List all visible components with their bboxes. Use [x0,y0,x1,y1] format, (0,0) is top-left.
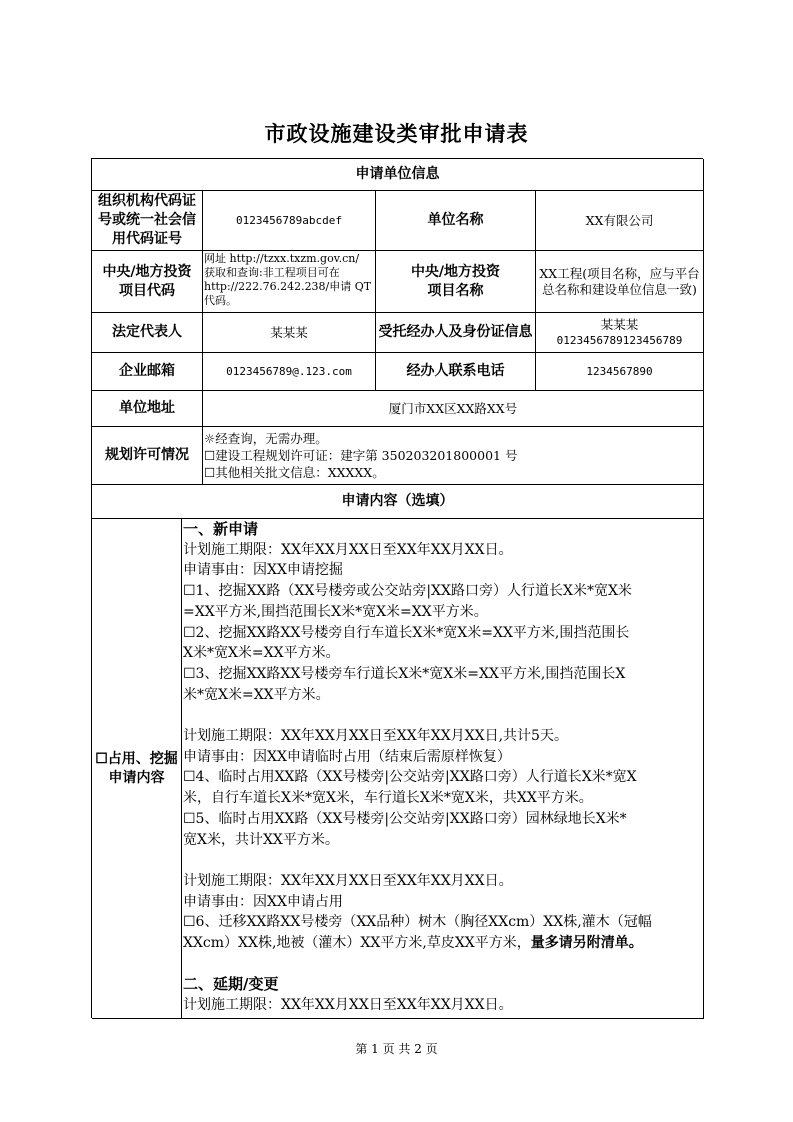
content-line-text: XXcm）XX株,地被（灌木）XX平方米,草皮XX平方米， [183,935,531,952]
content-option-1[interactable]: ☐1、挖掘XX路（XX号楼旁或公交站旁|XX路口旁）人行道长X米*宽X米 [183,583,632,600]
content-line: 米*宽X米=XX平方米。 [183,686,330,703]
page-footer: 第 1 页 共 2 页 [355,1042,438,1056]
permit-value [203,427,704,485]
agent-value [536,313,704,353]
project-code-value [203,251,376,313]
content-line: 计划施工期限：XX年XX月XX日至XX年XX月XX日。 [183,541,513,558]
project-code-line: 代码。 [204,294,237,307]
project-name-label: 中央/地方投资项目名称 [376,251,536,313]
org-code-value: 0123456789abcdef [203,191,376,251]
project-name-value: XX工程(项目名称，应与平台总名称和建设单位信息一致) [536,251,704,313]
project-code-line: 网址 http://tzxx.txzm.gov.cn/ [204,252,360,265]
blank-line [183,850,701,871]
content-option-2[interactable]: ☐2、挖掘XX路XX号楼旁自行车道长X米*宽X米=XX平方米,围挡范围长 [183,624,630,641]
content-heading-new: 一、新申请 [183,520,259,538]
document-title: 市政设施建设类审批申请表 [264,121,529,146]
content-line: =XX平方米,围挡范围长X米*宽X米=XX平方米。 [183,603,488,620]
permit-option-no-need[interactable]: ☼经查询，无需办理。 [204,431,328,446]
content-line [183,933,701,954]
content-heading-extension: 二、延期/变更 [183,975,279,994]
address-label: 单位地址 [92,391,203,427]
project-code-line: http://222.76.242.238/申请 QT [204,280,372,293]
permit-option-license[interactable]: ☐建设工程规划许可证：建字第 350203201800001 号 [204,448,518,463]
content-option-3[interactable]: ☐3、挖掘XX路XX号楼旁车行道长X米*宽X米=XX平方米,围挡范围长X [183,665,626,682]
content-line: 计划施工期限：XX年XX月XX日至XX年XX月XX日,共计5天。 [183,728,568,745]
content-line-emphasis: 量多请另附清单。 [530,935,643,952]
email-label: 企业邮箱 [92,353,203,391]
legal-rep-value: 某某某 [203,313,376,353]
content-line: 申请事由：因XX申请占用 [183,893,343,910]
section-content-header: 申请内容（选填） [92,485,704,519]
unit-name-label: 单位名称 [376,191,536,251]
content-line: 宽X米，共计XX平方米。 [183,831,339,848]
permit-option-other[interactable]: ☐其他相关批文信息：XXXXX。 [204,465,385,480]
section-applicant-header: 申请单位信息 [92,159,704,191]
permit-label: 规划许可情况 [92,427,203,485]
phone-value: 1234567890 [536,353,704,391]
email-value: 0123456789@.123.com [203,353,376,391]
project-code-line: 获取和查询:非工程项目可在 [204,266,340,279]
legal-rep-label: 法定代表人 [92,313,203,353]
content-line: 计划施工期限：XX年XX月XX日至XX年XX月XX日。 [183,872,513,889]
unit-name-value: XX有限公司 [536,191,704,251]
content-line: 申请事由：因XX申请挖掘 [183,562,343,579]
project-code-label: 中央/地方投资项目代码 [92,251,203,313]
content-label[interactable]: ☐占用、挖掘申请内容 [92,519,182,1019]
agent-label: 受托经办人及身份证信息 [376,313,536,353]
address-value: 厦门市XX区XX路XX号 [203,391,704,427]
content-line: 申请事由：因XX申请临时占用（结束后需原样恢复） [183,748,511,765]
content-option-6[interactable]: ☐6、迁移XX路XX号楼旁（XX品种）树木（胸径XXcm）XX株,灌木（冠幅 [183,914,652,931]
agent-id: 0123456789123456789 [556,333,683,347]
phone-label: 经办人联系电话 [376,353,536,391]
org-code-label: 组织机构代码证号或统一社会信用代码证号 [92,191,203,251]
content-option-4[interactable]: ☐4、临时占用XX路（XX号楼旁|公交站旁|XX路口旁）人行道长X米*宽X [183,769,637,786]
content-option-5[interactable]: ☐5、临时占用XX路（XX号楼旁|公交站旁|XX路口旁）园林绿地长X米* [183,810,627,827]
content-line: X米*宽X米=XX平方米。 [183,645,340,662]
application-content [181,518,703,1017]
blank-line [183,705,701,726]
agent-name: 某某某 [600,316,639,332]
blank-line [183,954,701,975]
content-line: 米，自行车道长X米*宽X米，车行道长X米*宽X米，共XX平方米。 [183,790,593,807]
content-line: 计划施工期限：XX年XX月XX日至XX年XX月XX日。 [183,997,513,1014]
